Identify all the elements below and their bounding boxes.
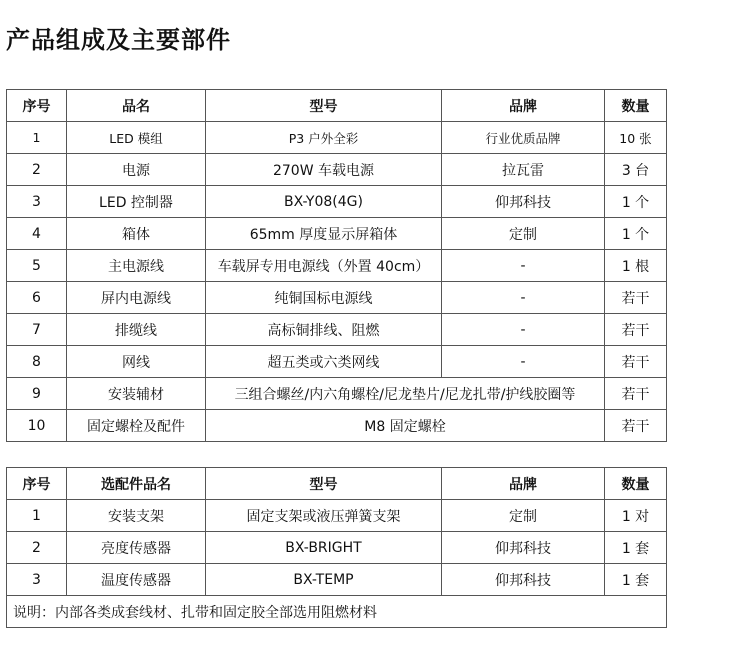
header-name: 品名	[67, 90, 206, 122]
cell-brand: 定制	[442, 500, 605, 532]
cell-qty: 若干	[605, 378, 667, 410]
cell-qty: 若干	[605, 282, 667, 314]
header-no: 序号	[7, 90, 67, 122]
cell-qty: 3 台	[605, 154, 667, 186]
cell-qty: 若干	[605, 314, 667, 346]
cell-name: 温度传感器	[67, 564, 206, 596]
cell-brand: 拉瓦雷	[442, 154, 605, 186]
cell-brand: 仰邦科技	[442, 564, 605, 596]
header-brand: 品牌	[442, 90, 605, 122]
cell-no: 10	[7, 410, 67, 442]
cell-model: 车载屏专用电源线（外置 40cm）	[206, 250, 442, 282]
table-header-row	[7, 90, 667, 122]
cell-qty: 1 个	[605, 186, 667, 218]
cell-model: BX-TEMP	[206, 564, 442, 596]
header-no: 序号	[7, 468, 67, 500]
cell-brand: -	[442, 282, 605, 314]
cell-model-merged: 三组合螺丝/内六角螺栓/尼龙垫片/尼龙扎带/护线胶圈等	[206, 378, 605, 410]
table-row	[7, 186, 667, 218]
cell-model-merged: M8 固定螺栓	[206, 410, 605, 442]
table-row	[7, 378, 667, 410]
cell-name: 安装支架	[67, 500, 206, 532]
table-row	[7, 250, 667, 282]
page-title: 产品组成及主要部件	[6, 26, 231, 54]
cell-no: 8	[7, 346, 67, 378]
note-row	[7, 596, 667, 628]
cell-no: 6	[7, 282, 67, 314]
header-model: 型号	[206, 468, 442, 500]
cell-model: 固定支架或液压弹簧支架	[206, 500, 442, 532]
header-qty: 数量	[605, 90, 667, 122]
cell-qty: 10 张	[605, 122, 667, 154]
cell-name: 安装辅材	[67, 378, 206, 410]
cell-no: 9	[7, 378, 67, 410]
cell-name: 箱体	[67, 218, 206, 250]
cell-model: 高标铜排线、阻燃	[206, 314, 442, 346]
cell-qty: 1 根	[605, 250, 667, 282]
cell-brand: 定制	[442, 218, 605, 250]
cell-no: 2	[7, 154, 67, 186]
table-row	[7, 410, 667, 442]
header-brand: 品牌	[442, 468, 605, 500]
cell-name: 亮度传感器	[67, 532, 206, 564]
table-row	[7, 282, 667, 314]
header-name: 选配件品名	[67, 468, 206, 500]
cell-qty: 1 个	[605, 218, 667, 250]
cell-name: 排缆线	[67, 314, 206, 346]
cell-no: 3	[7, 186, 67, 218]
cell-name: 屏内电源线	[67, 282, 206, 314]
cell-qty: 1 套	[605, 532, 667, 564]
cell-brand: -	[442, 314, 605, 346]
cell-qty: 若干	[605, 346, 667, 378]
cell-model: 纯铜国标电源线	[206, 282, 442, 314]
header-qty: 数量	[605, 468, 667, 500]
cell-brand: -	[442, 250, 605, 282]
cell-brand: 行业优质品牌	[442, 122, 605, 154]
cell-no: 5	[7, 250, 67, 282]
header-model: 型号	[206, 90, 442, 122]
cell-no: 1	[7, 500, 67, 532]
cell-qty: 1 对	[605, 500, 667, 532]
cell-name: 固定螺栓及配件	[67, 410, 206, 442]
table-row	[7, 122, 667, 154]
table-row	[7, 314, 667, 346]
cell-brand: 仰邦科技	[442, 532, 605, 564]
cell-no: 1	[7, 122, 67, 154]
cell-brand: 仰邦科技	[442, 186, 605, 218]
cell-name: LED 控制器	[67, 186, 206, 218]
cell-no: 7	[7, 314, 67, 346]
cell-no: 2	[7, 532, 67, 564]
table-row	[7, 346, 667, 378]
cell-name: 电源	[67, 154, 206, 186]
cell-no: 4	[7, 218, 67, 250]
cell-no: 3	[7, 564, 67, 596]
table-row	[7, 218, 667, 250]
cell-model: BX-Y08(4G)	[206, 186, 442, 218]
accessories-table	[6, 467, 667, 628]
cell-model: 270W 车载电源	[206, 154, 442, 186]
table-row	[7, 500, 667, 532]
cell-name: LED 模组	[67, 122, 206, 154]
cell-model: 超五类或六类网线	[206, 346, 442, 378]
table-row	[7, 532, 667, 564]
cell-model: 65mm 厚度显示屏箱体	[206, 218, 442, 250]
cell-qty: 1 套	[605, 564, 667, 596]
cell-model: P3 户外全彩	[206, 122, 442, 154]
cell-qty: 若干	[605, 410, 667, 442]
components-table	[6, 89, 667, 442]
table-row	[7, 564, 667, 596]
table-header-row	[7, 468, 667, 500]
cell-name: 主电源线	[67, 250, 206, 282]
cell-model: BX-BRIGHT	[206, 532, 442, 564]
table-note: 说明：内部各类成套线材、扎带和固定胶全部选用阻燃材料	[7, 596, 667, 628]
table-row	[7, 154, 667, 186]
cell-brand: -	[442, 346, 605, 378]
cell-name: 网线	[67, 346, 206, 378]
